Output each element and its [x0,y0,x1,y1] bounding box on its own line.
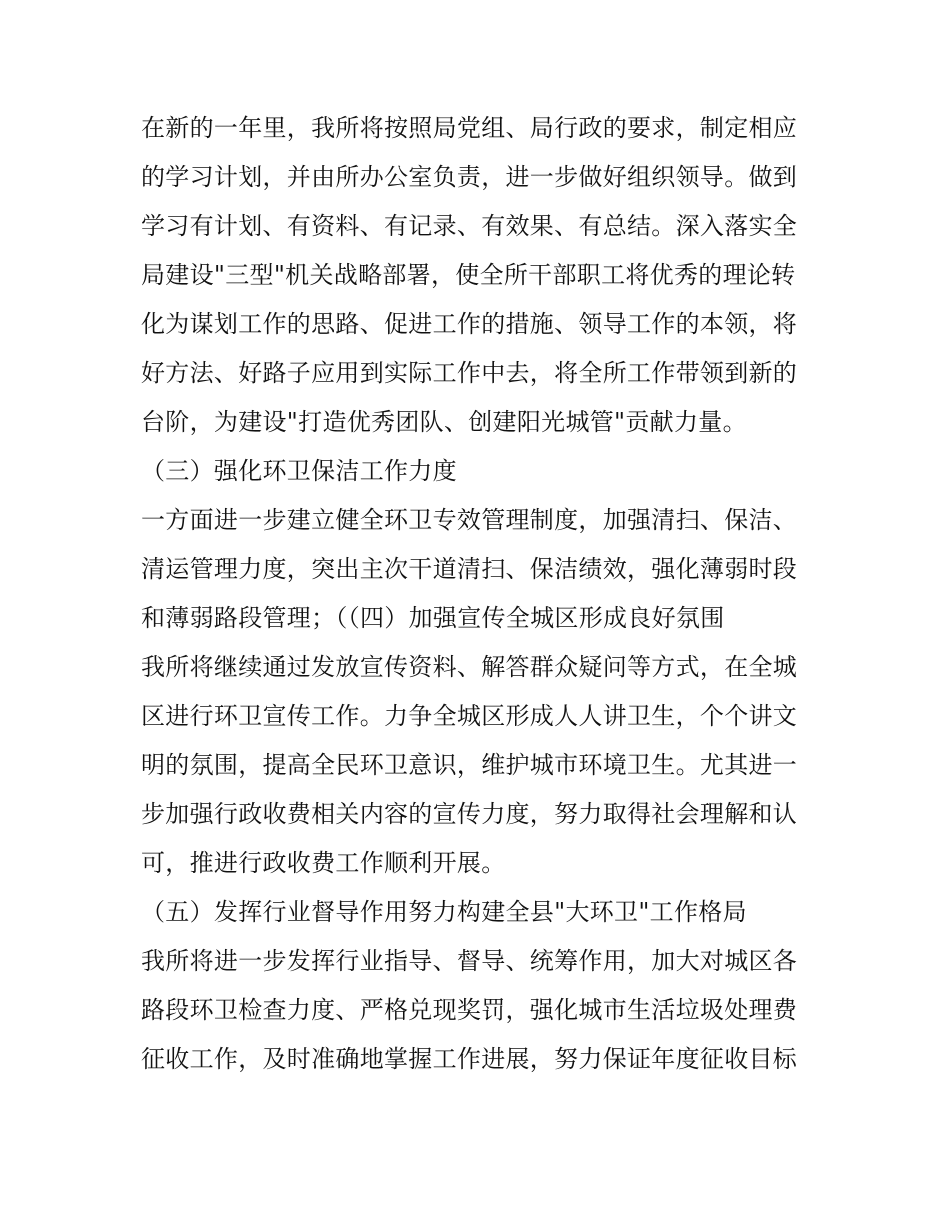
paragraph-line: 征收工作，及时准确地掌握工作进展，努力保证年度征收目标 [141,1045,798,1073]
paragraph-line: 好方法、好路子应用到实际工作中去，将全所工作带领到新的 [141,359,798,387]
paragraph-line: 化为谋划工作的思路、促进工作的措施、领导工作的本领，将 [141,310,798,338]
paragraph-line: 台阶，为建设"打造优秀团队、创建阳光城管"贡献力量。 [141,408,747,436]
paragraph-line: 一方面进一步建立健全环卫专效管理制度，加强清扫、保洁、 [141,506,798,534]
section-heading-5: （五）发挥行业督导作用努力构建全县"大环卫"工作格局 [141,898,747,926]
paragraph-line: 步加强行政收费相关内容的宣传力度，努力取得社会理解和认 [141,800,798,828]
paragraph-line: 我所将进一步发挥行业指导、督导、统筹作用，加大对城区各 [141,947,798,975]
section-heading-3: （三）强化环卫保洁工作力度 [141,457,457,485]
paragraph-line: 可，推进行政收费工作顺利开展。 [141,849,506,877]
paragraph-line: 在新的一年里，我所将按照局党组、局行政的要求，制定相应 [141,114,798,142]
paragraph-line: 区进行环卫宣传工作。力争全城区形成人人讲卫生，个个讲文 [141,702,798,730]
paragraph-line: 学习有计划、有资料、有记录、有效果、有总结。深入落实全 [141,212,798,240]
paragraph-line: 的学习计划，并由所办公室负责，进一步做好组织领导。做到 [141,163,798,191]
document-body [141,104,821,1084]
paragraph-line: 清运管理力度，突出主次干道清扫、保洁绩效，强化薄弱时段 [141,555,798,583]
paragraph-line: 我所将继续通过发放宣传资料、解答群众疑问等方式，在全城 [141,653,798,681]
paragraph-line-with-heading-4: 和薄弱路段管理；（（四）加强宣传全城区形成良好氛围 [141,604,725,632]
paragraph-line: 路段环卫检查力度、严格兑现奖罚，强化城市生活垃圾处理费 [141,996,798,1024]
paragraph-line: 局建设"三型"机关战略部署，使全所干部职工将优秀的理论转 [141,261,796,289]
paragraph-line: 明的氛围，提高全民环卫意识，维护城市环境卫生。尤其进一 [141,751,798,779]
